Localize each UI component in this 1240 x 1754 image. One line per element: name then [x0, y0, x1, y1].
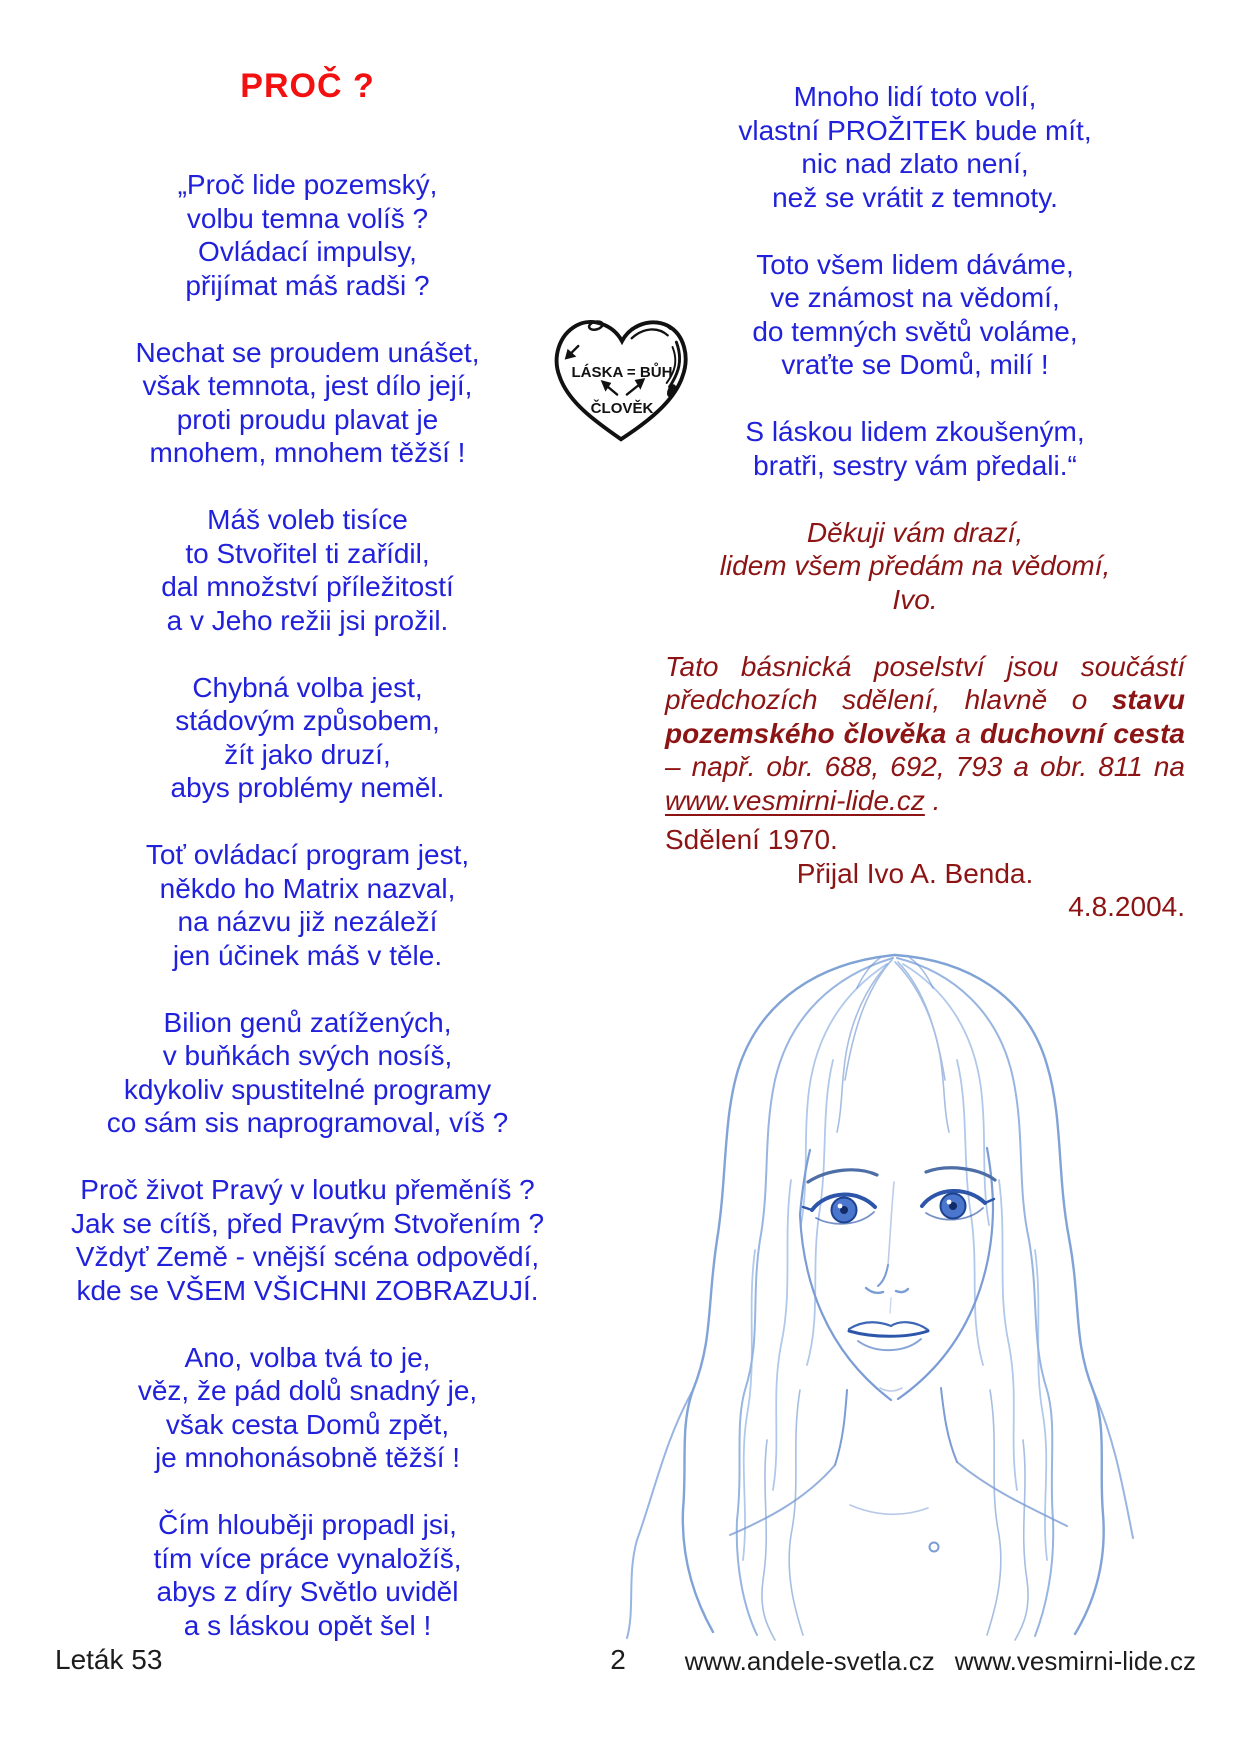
right-text-column: [645, 80, 1185, 924]
leaflet-number: Leták 53: [55, 1644, 163, 1675]
left-iris: [832, 1198, 857, 1223]
poem-stanza: „Proč lide pozemský, volbu temna volíš ? Ovládací impulsy, přijímat máš radši ?: [177, 169, 438, 301]
poem-stanza: Čím hlouběji propadl jsi, tím více práce vynaložíš, abys z díry Světlo uviděl a s láskou opět šel !: [153, 1509, 462, 1641]
paragraph-segment: a: [946, 717, 980, 749]
paragraph-segment: duchovní cesta: [979, 717, 1185, 749]
heart-label-top: LÁSKA = BŮH: [571, 364, 673, 382]
received-by-line: Přijal Ivo A. Benda.: [796, 857, 1034, 889]
heart-label-bottom: ČLOVĚK: [590, 400, 654, 418]
page-number: 2: [610, 1644, 626, 1675]
date-line: 4.8.2004.: [1068, 891, 1185, 922]
poem-stanza: Nechat se proudem unášet, však temnota, jest dílo její, proti proudu plavat je mnohem, mnohem těžší !: [135, 336, 480, 468]
poem-stanza: Bilion genů zatížených, v buňkách svých nosíš, kdykoliv spustitelné programy co sám sis naprogramoval, víš ?: [106, 1006, 509, 1138]
chest-dot: [930, 1543, 939, 1552]
footer-websites: [685, 1646, 1196, 1677]
closing-paragraph: [645, 650, 1185, 818]
hair-strokes: [627, 955, 1133, 1640]
dedication-stanza: Děkuji vám drazí, lidem všem předám na vědomí, Ivo.: [719, 516, 1111, 615]
woman-portrait-sketch: [595, 920, 1145, 1655]
paragraph-segment: stavu pozemského člověka: [665, 684, 1185, 749]
poem-stanza: Mnoho lidí toto volí, vlastní PROŽITEK bude mít, nic nad zlato není, než se vrátit z temnoty.: [738, 81, 1092, 213]
eyes: [803, 1191, 994, 1224]
poem-stanzas-right: [645, 80, 1185, 482]
right-iris: [941, 1194, 966, 1219]
left-poem-column: [45, 66, 570, 1676]
message-number-line: Sdělení 1970.: [665, 824, 838, 855]
page-title: PROČ ?: [240, 67, 375, 105]
poem-stanzas-left: [45, 168, 570, 1642]
website-andele-svetla: www.andele-svetla.cz: [684, 1646, 935, 1676]
paragraph-segment: Tato básnická poselství jsou součástí předchozích sdělení, hlavně o: [665, 650, 1185, 715]
arrow-head-to-laska: [601, 380, 612, 392]
poem-stanza: Toto všem lidem dáváme, ve známost na vědomí, do temných světů voláme, vraťte se Domů, milí !: [752, 248, 1078, 380]
paragraph-segment: – např. obr. 688, 692, 793 a obr. 811 na: [665, 751, 1185, 782]
website-vesmirni-lide: www.vesmirni-lide.cz: [954, 1646, 1196, 1676]
poem-stanza: Ano, volba tvá to je, věz, že pád dolů snadný je, však cesta Domů zpět, je mnohonásobně těžší !: [137, 1341, 478, 1473]
poem-stanza: Proč život Pravý v loutku přeměníš ? Jak se cítíš, před Pravým Stvořením ? Vždyť Země - vnější scéna odpovědí, kde se VŠEM VŠICHNI ZOBRAZUJÍ.: [70, 1174, 545, 1306]
poem-stanza: Chybná volba jest, stádovým způsobem, žít jako druzí, abys problémy neměl.: [170, 671, 445, 803]
lips: [849, 1322, 928, 1391]
poem-stanza: Toť ovládací program jest, někdo ho Matrix nazval, na názvu již nezáleží jen účinek máš v těle.: [145, 839, 470, 971]
poem-stanza: Máš voleb tisíce to Stvořitel ti zařídil, dal množství příležitostí a v Jeho režii jsi prožil.: [161, 504, 454, 636]
paragraph-segment: .: [924, 784, 941, 816]
poem-stanza: S láskou lidem zkoušeným, bratři, sestry vám předali.“: [745, 416, 1085, 481]
nose: [866, 1182, 908, 1313]
inline-link: www.vesmirni-lide.cz: [665, 784, 925, 816]
